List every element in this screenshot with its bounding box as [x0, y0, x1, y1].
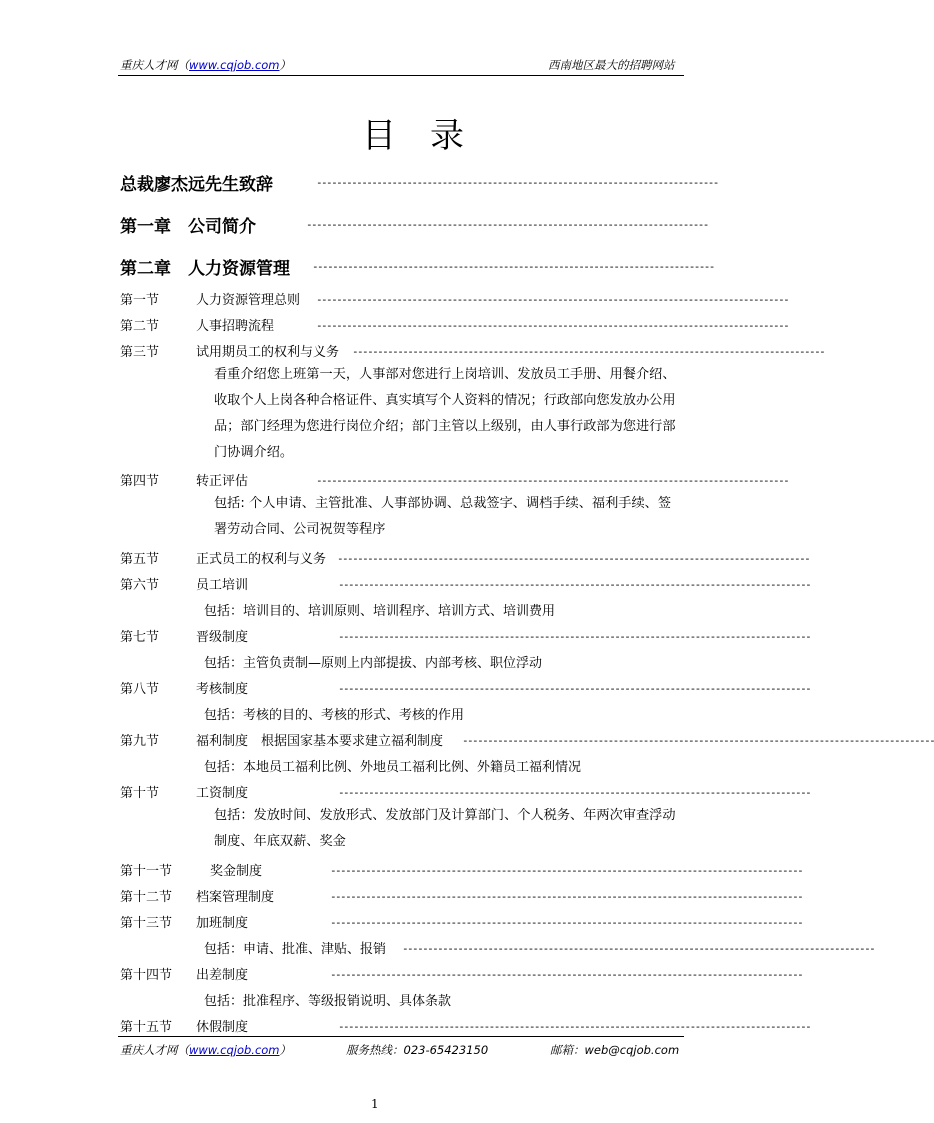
leader-dots: ----------------------------------------------------------------------------------------------	[316, 474, 789, 487]
section-10-description: 包括：发放时间、发放形式、发放部门及计算部门、个人税务、年两次审查浮动制度、年底双薪、奖金	[214, 808, 676, 849]
leader-dots: ----------------------------------------------------------------------------------------------	[352, 345, 825, 358]
header-site-link[interactable]: www.cqjob.com	[189, 58, 280, 72]
section-number: 第十二节	[120, 890, 173, 905]
section-6-description: 包括：培训目的、培训原则、培训程序、培训方式、培训费用	[204, 604, 556, 619]
toc-entry-section-8[interactable]: 考核制度	[196, 682, 249, 697]
toc-entry-section-10[interactable]: 工资制度	[196, 786, 249, 801]
toc-entry-section-13[interactable]: 加班制度	[196, 916, 249, 931]
leader-dots: ----------------------------------------------------------------------------------------------	[330, 916, 803, 929]
section-9-description: 包括：本地员工福利比例、外地员工福利比例、外籍员工福利情况	[204, 760, 582, 775]
header-site: 重庆人才网（www.cqjob.com）	[120, 58, 292, 72]
leader-dots: ----------------------------------------------------------------------------------------------	[330, 864, 803, 877]
leader-dots: ----------------------------------------------------------------------------------------------	[338, 578, 811, 591]
leader-dots: ----------------------------------------------------------------------------------------------	[462, 734, 934, 747]
section-number: 第十四节	[120, 968, 173, 983]
leader-dots: --------------------------------------------------------------------------------	[316, 176, 718, 189]
leader-dots: ----------------------------------------------------------------------------------------------	[338, 630, 811, 643]
leader-dots: ----------------------------------------------------------------------------------------------	[316, 319, 789, 332]
leader-dots: ----------------------------------------------------------------------------------------------	[338, 682, 811, 695]
toc-entry-chapter-2[interactable]: 第二章 人力资源管理	[120, 259, 290, 279]
header-rule	[118, 75, 684, 76]
toc-entry-section-3[interactable]: 试用期员工的权利与义务	[196, 345, 340, 360]
page-title: 目录	[362, 116, 498, 156]
toc-entry-section-1[interactable]: 人力资源管理总则	[196, 293, 301, 308]
footer-hotline: 服务热线：023-65423150	[346, 1043, 489, 1057]
footer-email: 邮箱：web@cqjob.com	[550, 1043, 680, 1057]
toc-entry-section-2[interactable]: 人事招聘流程	[196, 319, 275, 334]
section-number: 第一节	[120, 293, 160, 308]
section-13-description: 包括：申请、批准、津贴、报销	[204, 942, 387, 957]
section-number: 第八节	[120, 682, 160, 697]
leader-dots: ----------------------------------------------------------------------------------------------	[402, 942, 875, 955]
toc-entry-chapter-1[interactable]: 第一章 公司简介	[120, 217, 256, 237]
leader-dots: --------------------------------------------------------------------------------	[312, 260, 714, 273]
header-slogan: 西南地区最大的招聘网站	[548, 58, 675, 72]
section-7-description: 包括：主管负责制—原则上内部提拔、内部考核、职位浮动	[204, 656, 543, 671]
section-number: 第九节	[120, 734, 160, 749]
footer-site: 重庆人才网（www.cqjob.com）	[120, 1043, 292, 1057]
toc-entry-section-9[interactable]: 福利制度 根据国家基本要求建立福利制度	[196, 734, 444, 749]
toc-entry-section-6[interactable]: 员工培训	[196, 578, 249, 593]
toc-entry-section-12[interactable]: 档案管理制度	[196, 890, 275, 905]
footer-rule	[118, 1036, 684, 1037]
toc-entry-section-15[interactable]: 休假制度	[196, 1020, 249, 1035]
section-8-description: 包括：考核的目的、考核的形式、考核的作用	[204, 708, 465, 723]
section-14-description: 包括：批准程序、等级报销说明、具体条款	[204, 994, 452, 1009]
footer-site-link[interactable]: www.cqjob.com	[189, 1043, 280, 1057]
section-4-description: 包括: 个人申请、主管批准、人事部协调、总裁签字、调档手续、福利手续、签署劳动合同、公司祝贺等程序	[214, 496, 672, 537]
section-number: 第四节	[120, 474, 160, 489]
leader-dots: ----------------------------------------------------------------------------------------------	[330, 968, 803, 981]
section-number: 第十一节	[120, 864, 173, 879]
section-number: 第十五节	[120, 1020, 173, 1035]
leader-dots: ----------------------------------------------------------------------------------------------	[316, 293, 789, 306]
section-number: 第三节	[120, 345, 160, 360]
toc-entry-section-5[interactable]: 正式员工的权利与义务	[196, 552, 327, 567]
toc-entry-preface[interactable]: 总裁廖杰远先生致辞	[120, 175, 273, 195]
toc-entry-section-14[interactable]: 出差制度	[196, 968, 249, 983]
leader-dots: ----------------------------------------------------------------------------------------------	[330, 890, 803, 903]
section-number: 第五节	[120, 552, 160, 567]
section-number: 第七节	[120, 630, 160, 645]
section-number: 第二节	[120, 319, 160, 334]
toc-entry-section-11[interactable]: 奖金制度	[210, 864, 263, 879]
page-number: 1	[371, 1097, 379, 1111]
section-number: 第六节	[120, 578, 160, 593]
section-3-description: 看重介绍您上班第一天，人事部对您进行上岗培训、发放员工手册、用餐介绍、收取个人上岗各种合格证件、真实填写个人资料的情况；行政部向您发放办公用品；部门经理为您进行岗位介绍；部门主管以上级别，由人事行政部为您进行部门协调介绍。	[214, 367, 676, 460]
leader-dots: ----------------------------------------------------------------------------------------------	[338, 786, 811, 799]
section-number: 第十节	[120, 786, 160, 801]
toc-entry-section-4[interactable]: 转正评估	[196, 474, 249, 489]
leader-dots: ----------------------------------------------------------------------------------------------	[338, 1020, 811, 1033]
toc-entry-section-7[interactable]: 晋级制度	[196, 630, 249, 645]
section-number: 第十三节	[120, 916, 173, 931]
leader-dots: ----------------------------------------------------------------------------------------------	[337, 552, 810, 565]
leader-dots: --------------------------------------------------------------------------------	[306, 218, 708, 231]
